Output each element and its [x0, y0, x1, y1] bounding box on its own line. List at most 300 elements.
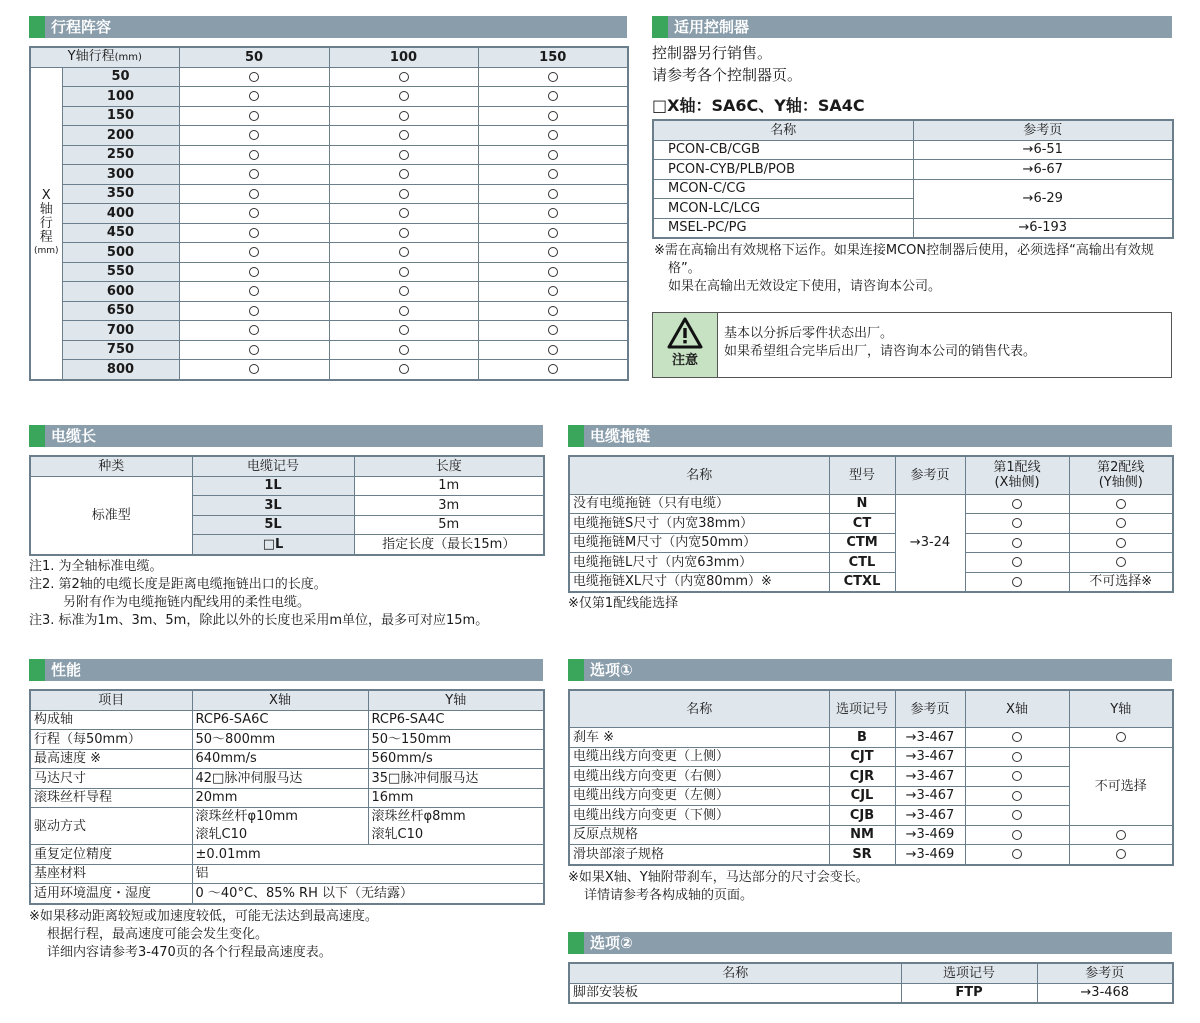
option1-title: 选项①	[568, 659, 1172, 681]
circle-mark	[1116, 830, 1126, 840]
perf-item: 驱动方式	[30, 808, 192, 845]
option1-table	[568, 689, 1174, 866]
circle-mark	[399, 345, 409, 355]
option1-page: →3-467	[895, 747, 965, 767]
chain-model: N	[829, 494, 895, 514]
availability-cell	[965, 728, 1069, 748]
stroke-title: 行程阵容	[29, 16, 627, 38]
col-header: 名称	[653, 120, 913, 140]
availability-cell	[965, 767, 1069, 787]
option1-name: 滑块部滚子规格	[569, 845, 829, 865]
option1-page: →3-469	[895, 825, 965, 845]
controller-name: MSEL-PC/PG	[653, 218, 913, 238]
col-header: 参考页	[913, 120, 1173, 140]
circle-mark	[1012, 810, 1022, 820]
col-header: Y轴	[368, 690, 544, 710]
cable-code: 1L	[192, 476, 354, 496]
perf-row	[30, 749, 544, 769]
x-value: 300	[62, 165, 179, 185]
col-header: 名称	[569, 963, 901, 983]
availability-cell	[965, 572, 1069, 592]
x-axis-char: 行	[39, 216, 53, 231]
chain-row	[569, 494, 1173, 514]
circle-mark	[548, 247, 558, 257]
availability-cell	[478, 67, 628, 87]
circle-mark	[249, 364, 259, 374]
perf-note3: 详细内容请参考3-470页的各个行程最高速度表。	[47, 944, 332, 960]
chain-section	[568, 425, 1172, 613]
chain-y-value: 不可选择※	[1069, 572, 1173, 592]
availability-cell	[965, 494, 1069, 514]
controller-table	[652, 119, 1174, 239]
availability-cell	[329, 340, 478, 360]
caution-text1: 基本以分拆后零件状态出厂。	[724, 326, 894, 341]
circle-mark	[249, 208, 259, 218]
caution-label: 注意	[671, 353, 698, 368]
option1-name: 电缆出线方向变更（上侧）	[569, 747, 829, 767]
option1-page: →3-467	[895, 806, 965, 826]
circle-mark	[399, 169, 409, 179]
availability-cell	[329, 126, 478, 146]
circle-mark	[249, 228, 259, 238]
availability-cell	[329, 165, 478, 185]
x-value: 250	[62, 145, 179, 165]
y-axis-header	[30, 47, 179, 67]
controller-page: →6-51	[913, 140, 1173, 160]
option1-note2: 详情请参考各构成轴的页面。	[584, 887, 754, 903]
controller-title: 适用控制器	[652, 16, 1172, 38]
circle-mark	[548, 150, 558, 160]
circle-mark	[399, 208, 409, 218]
y-value: 150	[478, 47, 628, 67]
x-axis-char: 程	[39, 230, 53, 245]
chain-name: 没有电缆拖链（只有电缆）	[569, 494, 829, 514]
y-value: 100	[329, 47, 478, 67]
perf-y: 560mm/s	[368, 749, 544, 769]
availability-cell	[329, 204, 478, 224]
stroke-table	[29, 46, 629, 381]
x-value: 100	[62, 87, 179, 107]
perf-x: RCP6-SA6C	[192, 710, 368, 730]
availability-cell	[478, 321, 628, 341]
cable-length: 指定长度（最长15m）	[354, 535, 544, 555]
circle-mark	[1012, 518, 1022, 528]
availability-cell	[179, 126, 329, 146]
availability-cell	[179, 184, 329, 204]
x-value: 400	[62, 204, 179, 224]
stroke-section	[29, 16, 627, 381]
perf-item: 基座材料	[30, 864, 192, 884]
cable-length: 3m	[354, 496, 544, 516]
option1-page: →3-467	[895, 767, 965, 787]
availability-cell	[329, 243, 478, 263]
controller-name: PCON-CB/CGB	[653, 140, 913, 160]
col-header: 参考页	[1037, 963, 1173, 983]
perf-item: 适用环境温度・湿度	[30, 884, 192, 904]
circle-mark	[548, 228, 558, 238]
chain-row	[569, 553, 1173, 573]
availability-cell	[329, 67, 478, 87]
cable-note1: 注1. 为全轴标准电缆。	[29, 558, 163, 574]
option1-code: CJB	[829, 806, 895, 826]
col-header: 参考页	[895, 456, 965, 494]
x-value: 50	[62, 67, 179, 87]
circle-mark	[548, 130, 558, 140]
cable-code: □L	[192, 535, 354, 555]
header-line: (X轴侧)	[994, 475, 1040, 491]
availability-cell	[1069, 514, 1173, 534]
x-value: 800	[62, 360, 179, 380]
circle-mark	[249, 150, 259, 160]
circle-mark	[1012, 830, 1022, 840]
availability-cell	[965, 845, 1069, 865]
perf-note1: ※如果移动距离较短或加速度较低，可能无法达到最高速度。	[29, 908, 378, 924]
circle-mark	[399, 247, 409, 257]
cell-line: 滚珠丝杆φ10mm	[195, 809, 298, 824]
x-axis-label	[30, 67, 62, 380]
stroke-row	[30, 243, 628, 263]
circle-mark	[548, 91, 558, 101]
option1-name: 电缆出线方向变更（右侧）	[569, 767, 829, 787]
circle-mark	[1116, 849, 1126, 859]
y-axis-unit: (mm)	[114, 52, 142, 64]
perf-y: 35□脉冲伺服马达	[368, 769, 544, 789]
option2-page: →3-468	[1037, 983, 1173, 1003]
availability-cell	[478, 262, 628, 282]
perf-item: 最高速度 ※	[30, 749, 192, 769]
caution-box	[652, 312, 1172, 378]
availability-cell	[329, 87, 478, 107]
option2-table	[568, 962, 1174, 1004]
availability-cell	[965, 533, 1069, 553]
stroke-row	[30, 340, 628, 360]
col-header: X轴	[192, 690, 368, 710]
chain-model: CTXL	[829, 572, 895, 592]
col-header: 选项记号	[829, 690, 895, 728]
perf-section	[29, 659, 543, 962]
availability-cell	[478, 184, 628, 204]
availability-cell	[1069, 845, 1173, 865]
circle-mark	[399, 228, 409, 238]
stroke-row	[30, 126, 628, 146]
col-header: 种类	[30, 456, 192, 476]
availability-cell	[478, 126, 628, 146]
option1-code: B	[829, 728, 895, 748]
circle-mark	[1012, 752, 1022, 762]
perf-note2: 根据行程，最高速度可能会发生变化。	[47, 926, 269, 942]
circle-mark	[1012, 771, 1022, 781]
circle-mark	[399, 364, 409, 374]
controller-name: MCON-LC/LCG	[653, 199, 913, 219]
circle-mark	[548, 72, 558, 82]
col-header-y	[1069, 456, 1173, 494]
circle-mark	[249, 286, 259, 296]
option1-row	[569, 825, 1173, 845]
circle-mark	[249, 189, 259, 199]
availability-cell	[478, 204, 628, 224]
availability-cell	[478, 165, 628, 185]
circle-mark	[399, 306, 409, 316]
option2-code: FTP	[901, 983, 1037, 1003]
chain-model: CTM	[829, 533, 895, 553]
chain-name: 电缆拖链M尺寸（内宽50mm）	[569, 533, 829, 553]
circle-mark	[548, 306, 558, 316]
availability-cell	[329, 106, 478, 126]
caution-label-box	[653, 313, 718, 377]
circle-mark	[548, 325, 558, 335]
stroke-row	[30, 204, 628, 224]
circle-mark	[548, 208, 558, 218]
availability-cell	[179, 243, 329, 263]
chain-title: 电缆拖链	[568, 425, 1172, 447]
circle-mark	[249, 325, 259, 335]
availability-cell	[179, 321, 329, 341]
chain-note: ※仅第1配线能选择	[568, 596, 679, 611]
x-axis-char: 轴	[39, 202, 53, 217]
option1-code: CJL	[829, 786, 895, 806]
circle-mark	[1116, 538, 1126, 548]
controller-name: PCON-CYB/PLB/POB	[653, 160, 913, 180]
cable-note3: 注3. 标准为1m、3m、5m，除此以外的长度也采用m单位，最多可对应15m。	[29, 612, 489, 628]
controller-note1: ※需在高输出有效规格下运作。如果连接MCON控制器后使用，必须选择“高输出有效规格”。	[654, 243, 1154, 276]
availability-cell	[179, 262, 329, 282]
col-header: 项目	[30, 690, 192, 710]
option1-name: 反原点规格	[569, 825, 829, 845]
availability-cell	[478, 145, 628, 165]
availability-cell	[329, 145, 478, 165]
col-header: 名称	[569, 690, 829, 728]
chain-row	[569, 572, 1173, 592]
perf-x: 20mm	[192, 788, 368, 808]
circle-mark	[399, 130, 409, 140]
availability-cell	[179, 340, 329, 360]
col-header: 选项记号	[901, 963, 1037, 983]
x-value: 350	[62, 184, 179, 204]
perf-x: 50～800mm	[192, 730, 368, 750]
cable-code: 5L	[192, 515, 354, 535]
x-value: 700	[62, 321, 179, 341]
circle-mark	[399, 267, 409, 277]
controller-name: MCON-C/CG	[653, 179, 913, 199]
perf-row	[30, 710, 544, 730]
availability-cell	[329, 223, 478, 243]
stroke-row	[30, 165, 628, 185]
option1-page: →3-469	[895, 845, 965, 865]
availability-cell	[478, 360, 628, 380]
availability-cell	[329, 301, 478, 321]
circle-mark	[249, 91, 259, 101]
circle-mark	[548, 286, 558, 296]
circle-mark	[249, 72, 259, 82]
cable-length: 5m	[354, 515, 544, 535]
option1-page: →3-467	[895, 728, 965, 748]
availability-cell	[1069, 825, 1173, 845]
perf-row	[30, 730, 544, 750]
circle-mark	[249, 111, 259, 121]
cable-table	[29, 455, 545, 556]
circle-mark	[548, 364, 558, 374]
option1-code: SR	[829, 845, 895, 865]
controller-section	[652, 16, 1172, 378]
header-line: (Y轴侧)	[1098, 475, 1143, 491]
x-value: 500	[62, 243, 179, 263]
cable-title: 电缆长	[29, 425, 543, 447]
circle-mark	[399, 150, 409, 160]
x-value: 450	[62, 223, 179, 243]
availability-cell	[1069, 494, 1173, 514]
perf-y: 16mm	[368, 788, 544, 808]
cable-note2: 注2. 第2轴的电缆长度是距离电缆拖链出口的长度。	[29, 576, 327, 592]
col-header: 名称	[569, 456, 829, 494]
col-header-x	[965, 456, 1069, 494]
perf-value: 铝	[192, 864, 544, 884]
chain-row	[569, 514, 1173, 534]
availability-cell	[965, 806, 1069, 826]
availability-cell	[965, 514, 1069, 534]
cable-length: 1m	[354, 476, 544, 496]
option1-note1: ※如果X轴、Y轴附带刹车，马达部分的尺寸会变长。	[568, 869, 869, 885]
circle-mark	[548, 345, 558, 355]
circle-mark	[548, 111, 558, 121]
option1-name: 电缆出线方向变更（左侧）	[569, 786, 829, 806]
x-axis-char: X	[41, 188, 51, 203]
availability-cell	[329, 282, 478, 302]
availability-cell	[478, 243, 628, 263]
option1-name: 电缆出线方向变更（下侧）	[569, 806, 829, 826]
col-header: X轴	[965, 690, 1069, 728]
availability-cell	[329, 360, 478, 380]
x-axis-unit: (mm)	[33, 246, 59, 256]
perf-x	[192, 808, 368, 845]
option1-code: CJT	[829, 747, 895, 767]
controller-note2: 如果在高输出无效设定下使用，请咨询本公司。	[668, 279, 942, 294]
availability-cell	[179, 204, 329, 224]
availability-cell	[965, 747, 1069, 767]
chain-name: 电缆拖链L尺寸（内宽63mm）	[569, 553, 829, 573]
chain-name: 电缆拖链XL尺寸（内宽80mm）※	[569, 572, 829, 592]
circle-mark	[1116, 557, 1126, 567]
chain-ref: →3-24	[895, 494, 965, 592]
col-header: 参考页	[895, 690, 965, 728]
availability-cell	[179, 360, 329, 380]
stroke-row	[30, 106, 628, 126]
availability-cell	[965, 825, 1069, 845]
availability-cell	[329, 184, 478, 204]
availability-cell	[965, 553, 1069, 573]
cell-line: 滚轧C10	[371, 827, 424, 842]
circle-mark	[1012, 577, 1022, 587]
availability-cell	[478, 223, 628, 243]
option1-name: 刹车 ※	[569, 728, 829, 748]
circle-mark	[249, 130, 259, 140]
warning-icon	[667, 317, 703, 349]
caution-text2: 如果希望组合完毕后出厂，请咨询本公司的销售代表。	[724, 344, 1037, 359]
stroke-row	[30, 67, 628, 87]
availability-cell	[478, 340, 628, 360]
availability-cell	[965, 786, 1069, 806]
circle-mark	[1116, 499, 1126, 509]
availability-cell	[1069, 533, 1173, 553]
option2-section	[568, 932, 1172, 1004]
perf-x: 640mm/s	[192, 749, 368, 769]
cable-section	[29, 425, 543, 630]
stroke-row	[30, 262, 628, 282]
x-value: 600	[62, 282, 179, 302]
circle-mark	[249, 306, 259, 316]
controller-page: →6-29	[913, 179, 1173, 218]
y-axis-label: Y轴行程	[67, 49, 115, 65]
availability-cell	[179, 145, 329, 165]
option1-not-selectable: 不可选择	[1069, 747, 1173, 825]
cell-line: 滚轧C10	[195, 827, 248, 842]
col-header: 长度	[354, 456, 544, 476]
circle-mark	[249, 267, 259, 277]
perf-y: 50～150mm	[368, 730, 544, 750]
availability-cell	[179, 223, 329, 243]
availability-cell	[179, 106, 329, 126]
circle-mark	[399, 325, 409, 335]
availability-cell	[1069, 553, 1173, 573]
option1-page: →3-467	[895, 786, 965, 806]
chain-name: 电缆拖链S尺寸（内宽38mm）	[569, 514, 829, 534]
stroke-row	[30, 301, 628, 321]
circle-mark	[249, 247, 259, 257]
stroke-row	[30, 360, 628, 380]
availability-cell	[179, 301, 329, 321]
circle-mark	[1012, 538, 1022, 548]
controller-page: →6-67	[913, 160, 1173, 180]
header-line: 第2配线	[1097, 460, 1145, 476]
option1-row	[569, 747, 1173, 767]
chain-model: CTL	[829, 553, 895, 573]
perf-value: ±0.01mm	[192, 845, 544, 865]
option1-row	[569, 728, 1173, 748]
cell-line: 滚珠丝杆φ8mm	[371, 809, 466, 824]
chain-model: CT	[829, 514, 895, 534]
cable-note2b: 另附有作为电缆拖链内配线用的柔性电缆。	[63, 594, 311, 610]
perf-item: 构成轴	[30, 710, 192, 730]
perf-item: 马达尺寸	[30, 769, 192, 789]
perf-table	[29, 689, 545, 905]
cable-type: 标准型	[30, 476, 192, 555]
option1-section	[568, 659, 1172, 905]
stroke-row	[30, 87, 628, 107]
availability-cell	[179, 282, 329, 302]
availability-cell	[478, 106, 628, 126]
x-value: 150	[62, 106, 179, 126]
circle-mark	[399, 286, 409, 296]
stroke-row	[30, 145, 628, 165]
availability-cell	[478, 87, 628, 107]
y-value: 50	[179, 47, 329, 67]
circle-mark	[548, 267, 558, 277]
availability-cell	[1069, 728, 1173, 748]
availability-cell	[478, 301, 628, 321]
controller-page: →6-193	[913, 218, 1173, 238]
chain-table	[568, 455, 1174, 593]
circle-mark	[1116, 732, 1126, 742]
col-header: Y轴	[1069, 690, 1173, 728]
perf-y	[368, 808, 544, 845]
cable-code: 3L	[192, 496, 354, 516]
perf-row	[30, 769, 544, 789]
perf-value: 0 ～40°C、85% RH 以下（无结露）	[192, 884, 544, 904]
controller-subtitle: □X轴：SA6C、Y轴：SA4C	[652, 96, 865, 115]
chain-row	[569, 533, 1173, 553]
perf-x: 42□脉冲伺服马达	[192, 769, 368, 789]
circle-mark	[548, 189, 558, 199]
circle-mark	[1116, 518, 1126, 528]
